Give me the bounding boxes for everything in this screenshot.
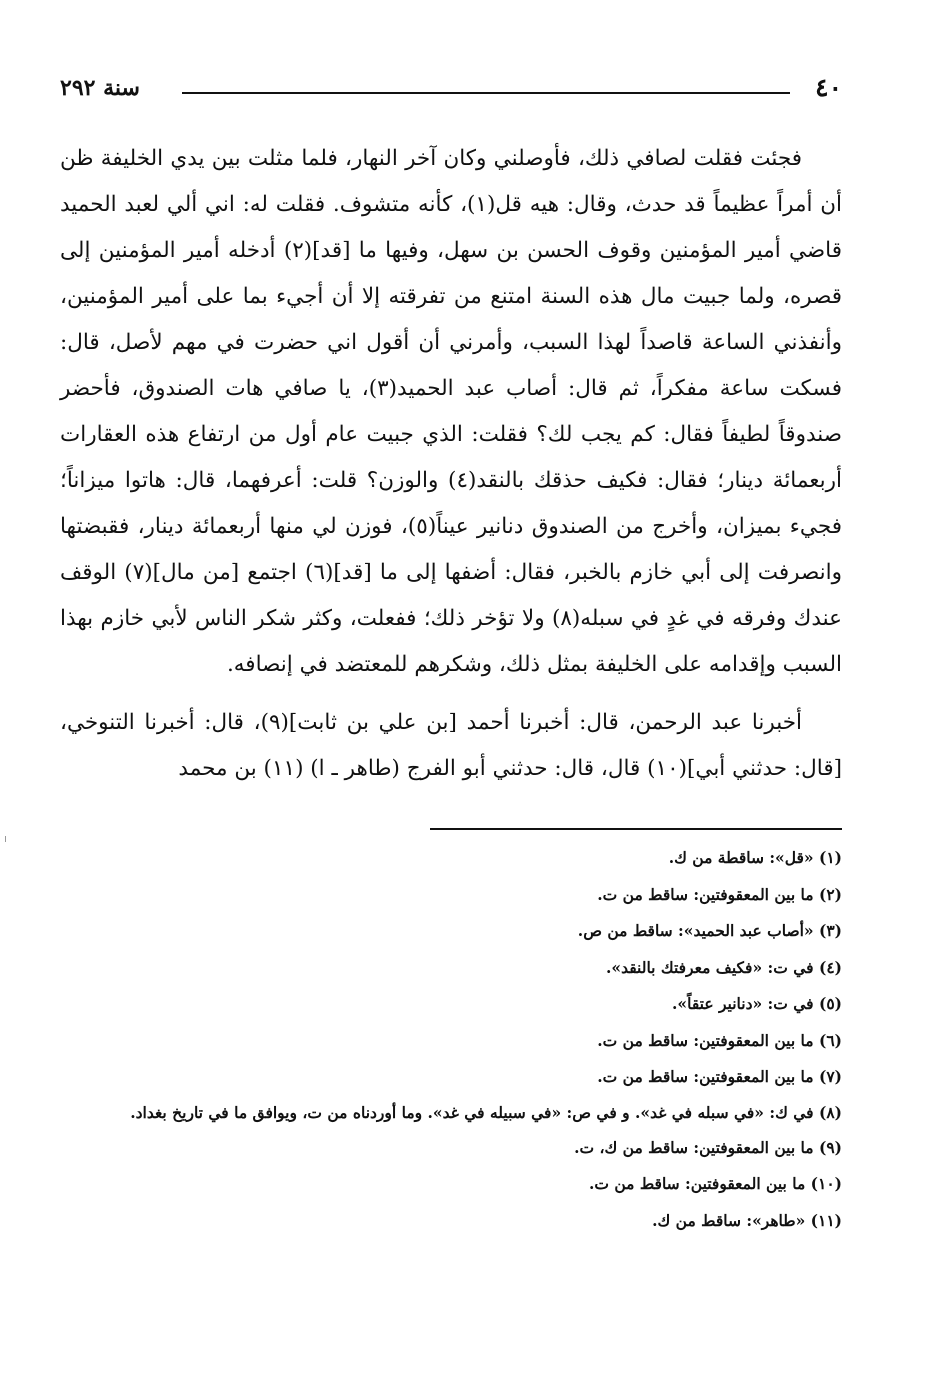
footnote: (٨) في ك: «في سبله في غد». و في ص: «في سبيله في غد». وما أوردناه من ت، ويوافق ما في تاريخ بغداد. [130,1102,842,1122]
footnote: (١٠) ما بين المعقوفتين: ساقط من ت. [588,1174,842,1193]
footnote: (١١) «طاهر»: ساقط من ك. [652,1210,842,1230]
footnote: (٩) ما بين المعقوفتين: ساقط من ك، ت. [574,1137,842,1157]
footnote: (١) «قل»: ساقطة من ك. [668,848,842,867]
footnote: (٤) في ت: «فكيف معرفتك بالنقد». [606,957,842,977]
year-label: سنة ٢٩٢ [60,75,140,101]
footnote: (٣) «أصاب عبد الحميد»: ساقط من ص. [577,921,842,940]
footnote: (٧) ما بين المعقوفتين: ساقط من ت. [597,1067,842,1086]
scan-mark [5,836,6,842]
running-header [60,68,842,108]
footnote: (٢) ما بين المعقوفتين: ساقط من ت. [597,884,842,904]
main-text [60,136,842,792]
footnote-rule [430,828,842,830]
footnote: (٥) في ت: «دنانير عتقاً». [672,994,842,1013]
paragraph: فجئت فقلت لصافي ذلك، فأوصلني وكان آخر النهار، فلما مثلت بين يدي الخليفة ظن أن أمراً عظيماً قد حدث، وقال: هيه قل(١)، كأنه متشوف. فقلت له: اني ألي لعبد الحميد قاضي أمير المؤمنين وقوف الحسن بن سهل، وفيها ما [قد](٢) أدخله أمير المؤمنين إلى قصره، ولما جبيت مال هذه السنة امتنع من تفرقته إلا أن أجيء بما على أمير المؤمنين، وأنفذني الساعة قاصداً لهذا السبب، وأمرني أن أقول اني حضرت في مهم لأصل، قال: فسكت ساعة مفكراً، ثم قال: أصاب عبد الحميد(٣)، يا صافي هات الصندوق، فأحضر صندوقاً لطيفاً فقال: كم يجب لك؟ فقلت: الذي جبيت عام أول من ارتفاع هذه العقارات أربعمائة دينار؛ فقال: فكيف حذقك بالنقد(٤) والوزن؟ قلت: أعرفهما، قال: هاتوا ميزاناً؛ فجيء بميزان، وأخرج من الصندوق دنانير عيناً(٥)، فوزن لي منها أربعمائة دينار، فقبضتها وانصرفت إلى أبي خازم بالخبر، فقال: أضفها إلى ما [قد](٦) اجتمع [من مال](٧) الوقف عندك وفرقه في غدٍ في سبله(٨) ولا تؤخر ذلك؛ ففعلت، وكثر شكر الناس لأبي خازم بهذا السبب وإقدامه على الخليفة بمثل ذلك، وشكرهم للمعتضد في إنصافه. [60,146,843,677]
paragraph: أخبرنا عبد الرحمن، قال: أخبرنا أحمد [بن علي بن ثابت](٩)، قال: أخبرنا التنوخي، [قال: حدثني أبي](١٠) قال، قال: حدثني أبو الفرج (طاهر ـ ا) (١١) بن محمد [60,710,842,781]
footnote: (٦) ما بين المعقوفتين: ساقط من ت. [597,1030,842,1050]
header-rule [182,92,790,94]
footnotes-list [60,840,842,1239]
page-number: ٤٠ [815,73,842,102]
